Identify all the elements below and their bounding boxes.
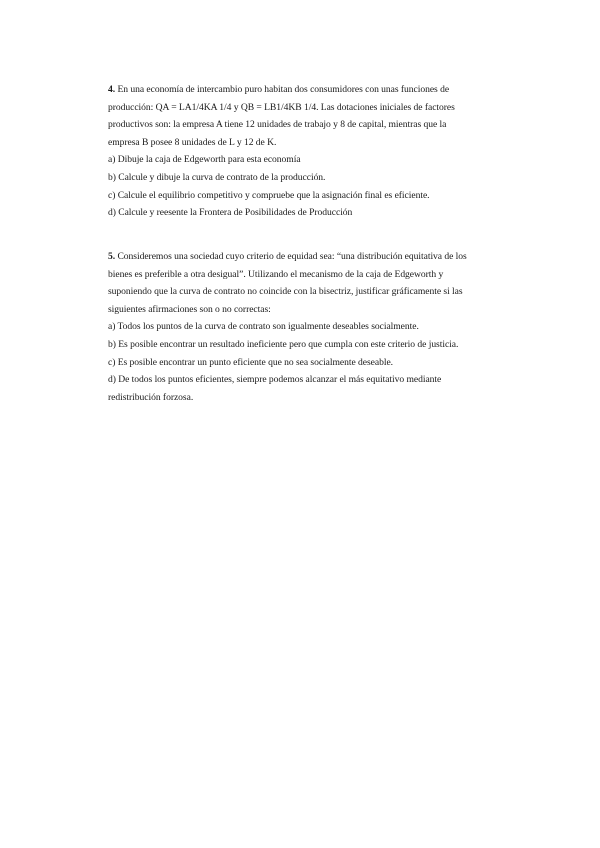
- exercise-4-statement-line-1: [108, 81, 483, 99]
- exercise-4-item-c: c) Calcule el equilibrio competitivo y compruebe que la asignación final es eficiente.: [108, 189, 430, 201]
- exercise-5-item-a: a) Todos los puntos de la curva de contrato son igualmente deseables socialmente.: [108, 321, 419, 333]
- exercise-4-statement-text-1: En una economía de intercambio puro habitan dos consumidores con unas funciones de: [115, 84, 450, 95]
- exercise-5: [108, 248, 483, 406]
- exercise-5-statement-line-1: [108, 248, 483, 266]
- exercise-5-statement-line-4: siguientes afirmaciones son o no correctas:: [108, 303, 271, 315]
- exercise-4-item-a: a) Dibuje la caja de Edgeworth para esta economía: [108, 154, 301, 166]
- exercise-4: [108, 81, 483, 222]
- exercise-5-statement-line-2: bienes es preferible a otra desigual”. Utilizando el mecanismo de la caja de Edgeworth y: [108, 268, 444, 280]
- exercise-4-item-b: b) Calcule y dibuje la curva de contrato de la producción.: [108, 171, 326, 183]
- exercise-5-item-c: c) Es posible encontrar un punto eficiente que no sea socialmente deseable.: [108, 356, 394, 368]
- exercise-5-statement-text-1: Consideremos una sociedad cuyo criterio de equidad sea: “una distribución equitativa de los: [115, 251, 467, 262]
- exercise-4-statement-line-4: empresa B posee 8 unidades de L y 12 de K.: [108, 136, 277, 148]
- exercise-5-item-d-continued: redistribución forzosa.: [108, 391, 194, 403]
- exercise-4-statement-line-2: producción: QA = LA1/4KA 1/4 y QB = LB1/4KB 1/4. Las dotaciones iniciales de factores: [108, 101, 455, 113]
- exercise-5-statement-line-3: suponiendo que la curva de contrato no coincide con la bisectriz, justificar gráficamente si las: [108, 286, 463, 298]
- exercise-4-number: 4.: [108, 84, 116, 95]
- exercise-4-item-d: d) Calcule y reesente la Frontera de Posibilidades de Producción: [108, 207, 353, 219]
- exercise-4-statement-line-3: productivos son: la empresa A tiene 12 unidades de trabajo y 8 de capital, mientras que la: [108, 119, 447, 131]
- exercise-5-item-d: d) De todos los puntos eficientes, siempre podemos alcanzar el más equitativo mediante: [108, 374, 442, 386]
- exercise-5-item-b: b) Es posible encontrar un resultado ineficiente pero que cumpla con este criterio de justicia.: [108, 338, 459, 350]
- exercise-5-number: 5.: [108, 251, 116, 262]
